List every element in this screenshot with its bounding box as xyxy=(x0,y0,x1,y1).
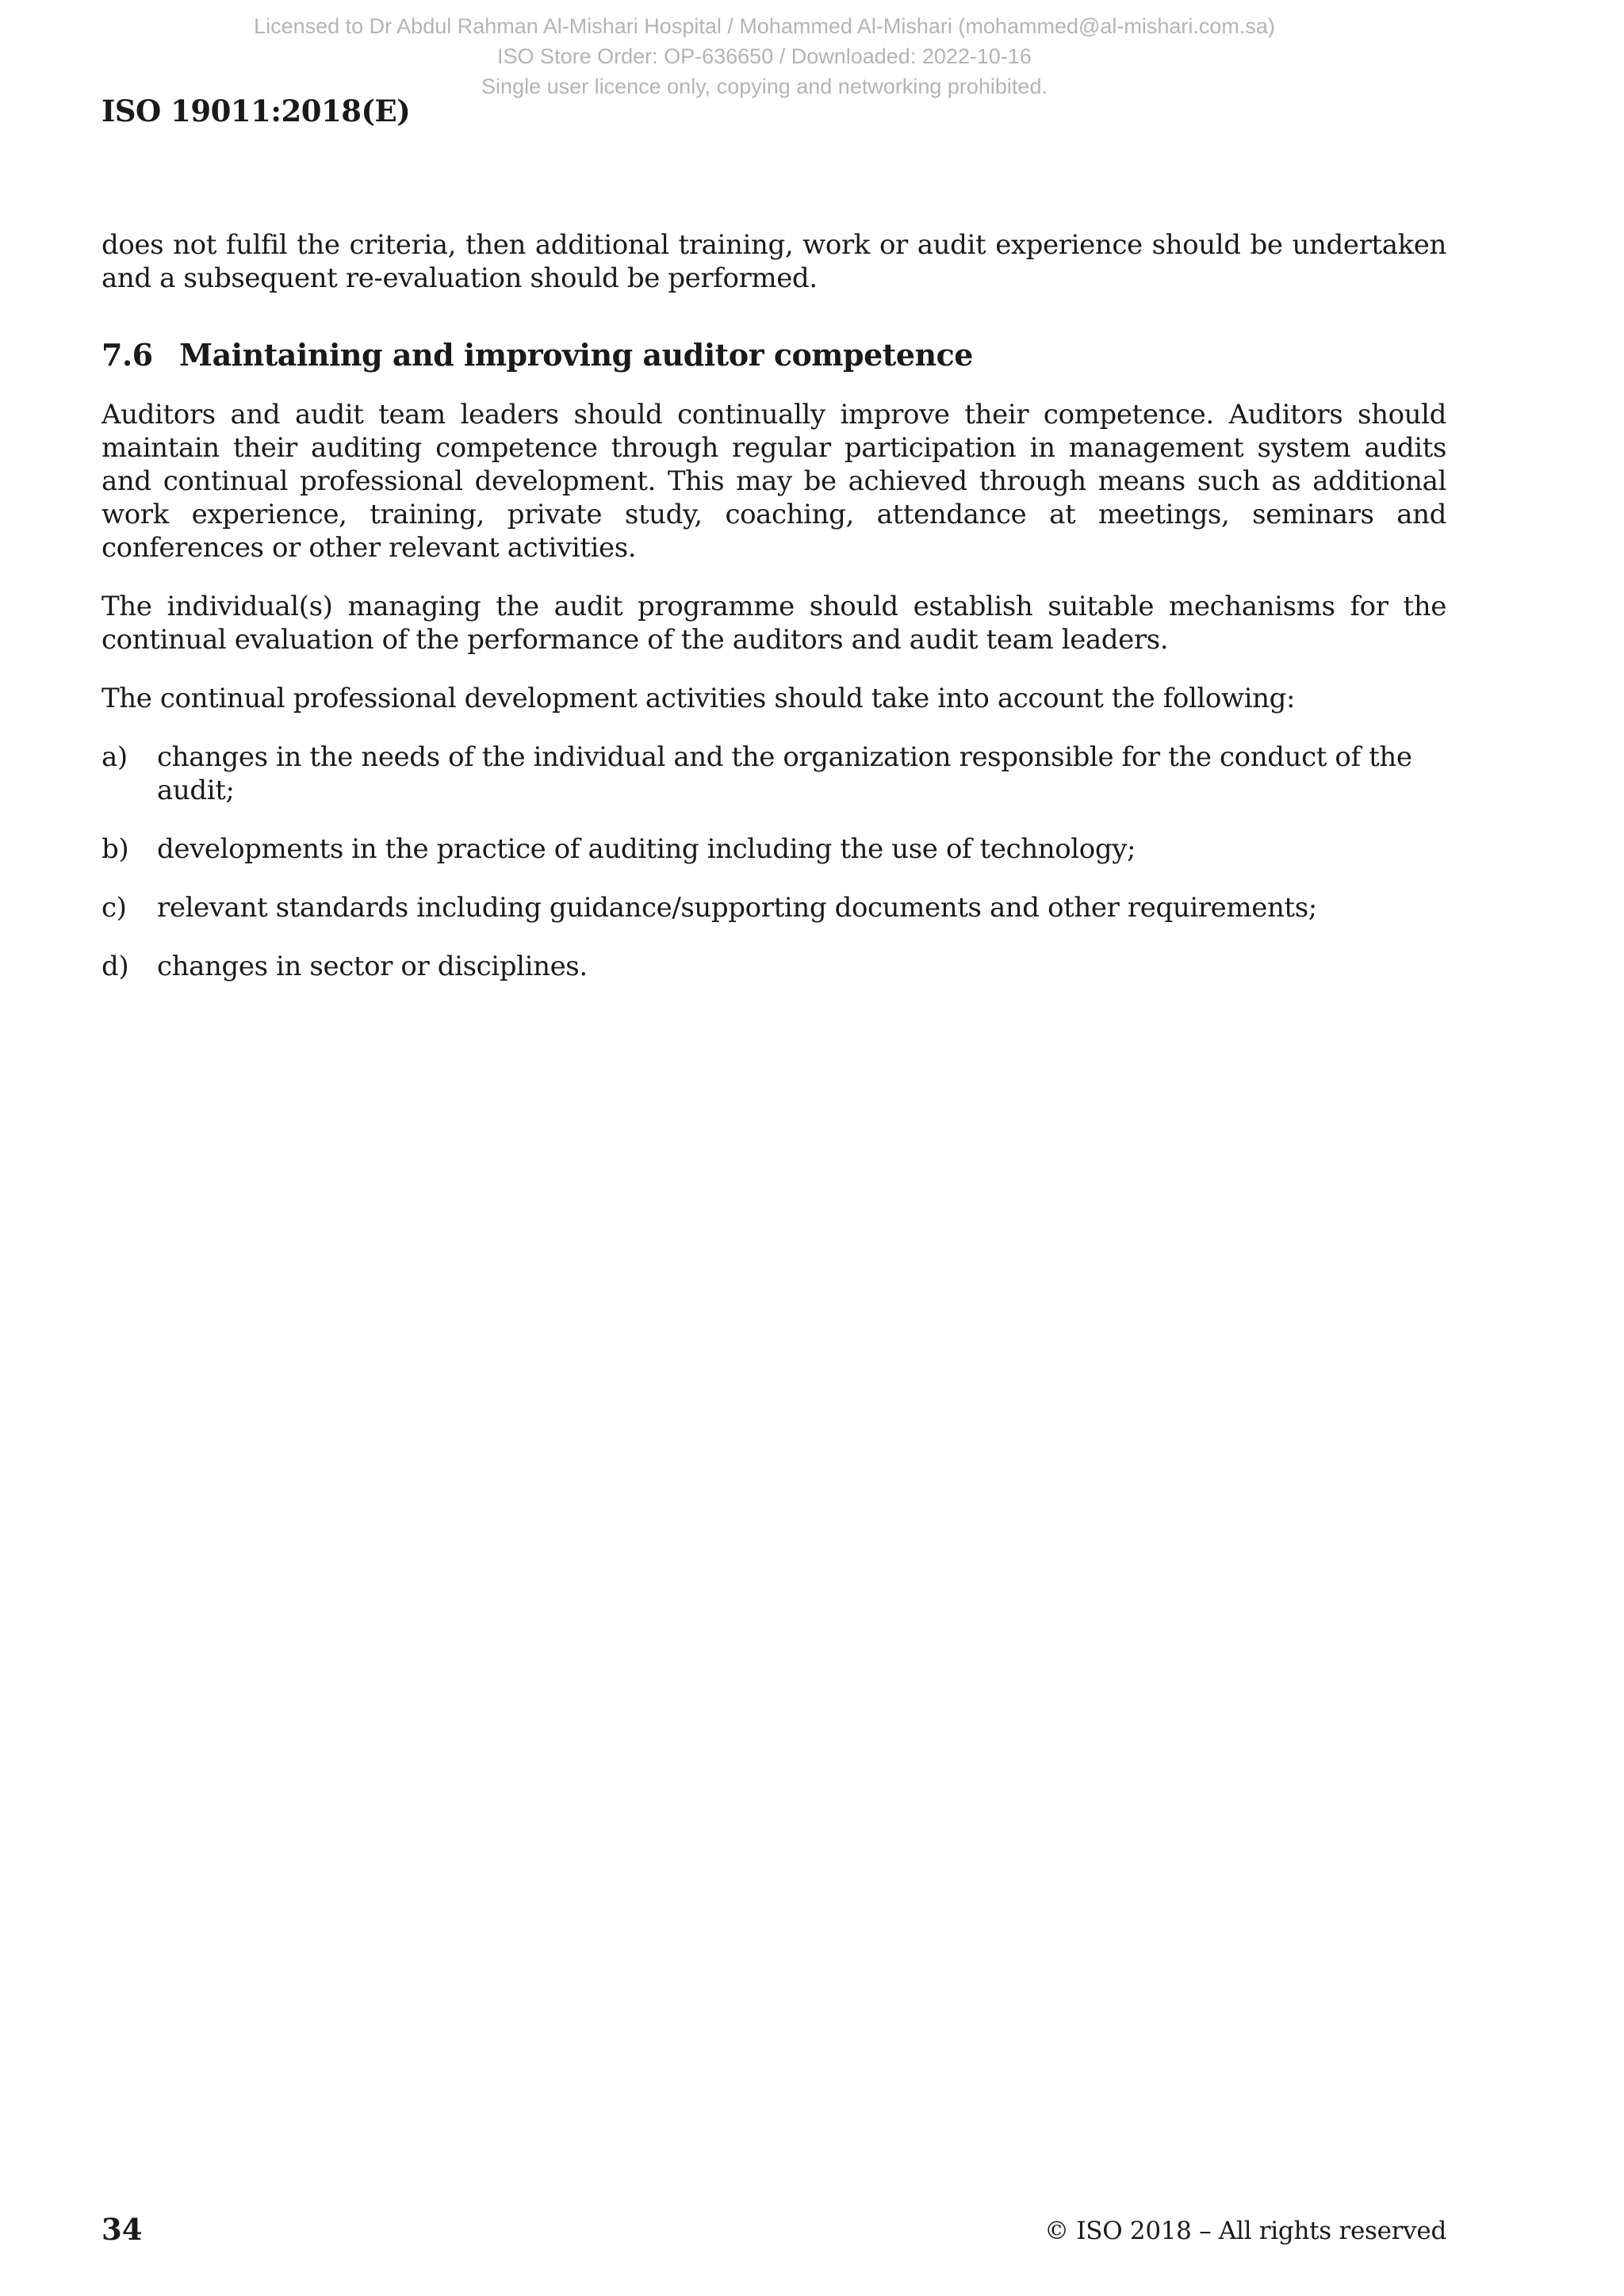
paragraph: Auditors and audit team leaders should continually improve their competence. Auditors should maintain their auditing competence through regular participation in management system audits and continual professional development. This may be achieved through means such as additional work experience, training, private study, coaching, attendance at meetings, seminars and conferences or other relevant activities. xyxy=(102,399,1446,564)
list-marker: c) xyxy=(102,892,127,924)
list-item-text: relevant standards including guidance/supporting documents and other requirements; xyxy=(157,892,1317,924)
paragraph: The continual professional development activities should take into account the following: xyxy=(102,683,1296,714)
page-number: 34 xyxy=(102,2212,143,2247)
section-number: 7.6 xyxy=(102,337,153,373)
section-heading xyxy=(102,336,1446,374)
continuation-paragraph: does not fulfil the criteria, then additional training, work or audit experience should be undertaken and a subsequent re-evaluation should be performed. xyxy=(102,229,1446,294)
list-marker: b) xyxy=(102,833,129,865)
list-marker: a) xyxy=(102,741,128,773)
list-item-text: changes in sector or disciplines. xyxy=(157,951,588,982)
list-item-text: changes in the needs of the individual and the organization responsible for the conduct of the audit; xyxy=(157,741,1412,806)
section-title: Maintaining and improving auditor competence xyxy=(179,337,973,373)
list-item xyxy=(102,950,1446,983)
license-watermark xyxy=(0,11,1624,101)
copyright-notice: © ISO 2018 – All rights reserved xyxy=(1044,2217,1446,2245)
list-item-text: developments in the practice of auditing including the use of technology; xyxy=(157,833,1136,865)
document-identifier: ISO 19011:2018(E) xyxy=(102,94,411,128)
considerations-list xyxy=(102,740,1446,983)
list-marker: d) xyxy=(102,951,129,982)
list-item xyxy=(102,832,1446,866)
page-content xyxy=(102,228,1446,1008)
paragraph: The individual(s) managing the audit programme should establish suitable mechanisms for the continual evaluation of the performance of the auditors and audit team leaders. xyxy=(102,591,1446,656)
license-line-2: ISO Store Order: OP-636650 / Downloaded: 2022-10-16 xyxy=(497,44,1032,68)
license-line-3: Single user licence only, copying and networking prohibited. xyxy=(481,75,1048,98)
license-line-1: Licensed to Dr Abdul Rahman Al-Mishari Hospital / Mohammed Al-Mishari (mohammed@al-mishari.com.sa) xyxy=(254,14,1275,38)
list-item xyxy=(102,891,1446,924)
list-item xyxy=(102,740,1446,807)
